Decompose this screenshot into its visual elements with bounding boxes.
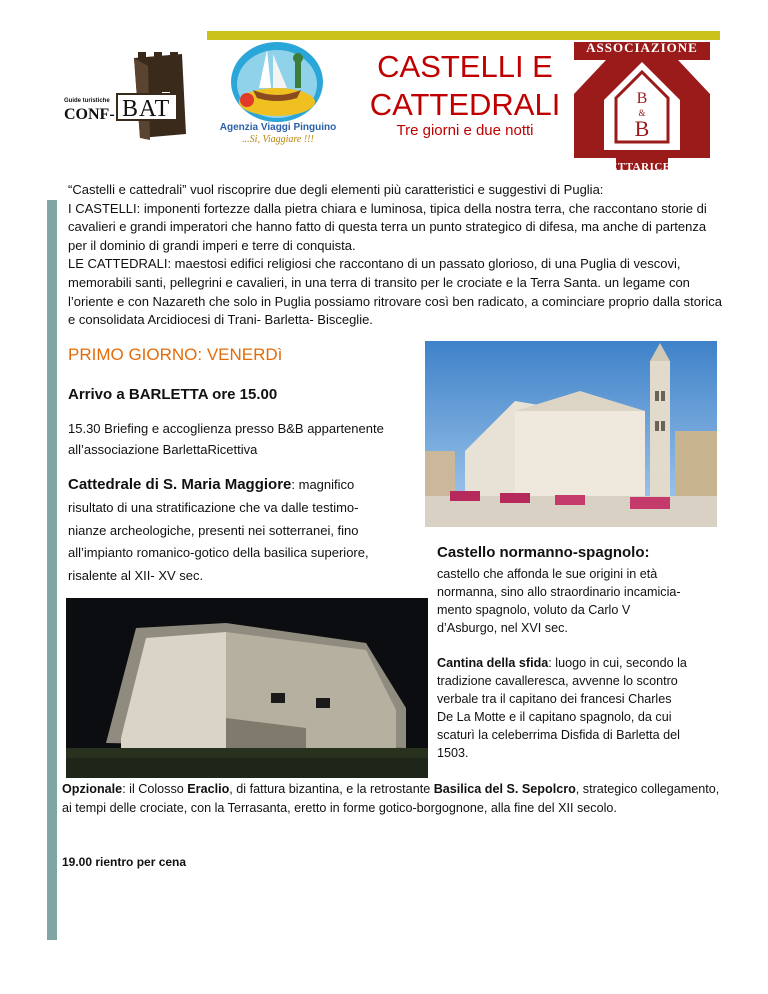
cantina-section <box>437 654 722 762</box>
castle-line: normanna, sino allo straordinario incamicia- <box>437 585 681 599</box>
optional-part: : il Colosso <box>122 782 188 796</box>
page-subtitle: Tre giorni e due notti <box>396 122 534 139</box>
confbat-brand: CONF- <box>64 106 115 123</box>
optional-text <box>62 780 722 817</box>
arrival-line: Arrivo a BARLETTA ore 15.00 <box>68 386 278 403</box>
cathedral-line: risalente al XII- XV sec. <box>68 567 204 583</box>
cantina-line: : luogo in cui, secondo la <box>548 656 687 670</box>
intro-paragraph: I CASTELLI: imponenti fortezze dalla pietra chiara e luminosa, tipica della nostra terra, che raccontano storie di cavalieri e grandi imperatori che hanno fatto di questa terra un punto strategico di difesa, ma anche di partenza per il dominio di grandi imperi e terre di conquista. <box>68 200 707 253</box>
travel-globe-icon <box>213 40 343 130</box>
cathedral-line: risultato di una stratificazione che va dalle testimo- <box>68 500 359 515</box>
intro-paragraph: “Castelli e cattedrali” vuol riscoprire due degli elementi più caratteristici e suggestivi di Puglia: <box>68 182 604 197</box>
optional-part: , di fattura bizantina, e la retrostante <box>229 782 434 796</box>
title-line-1: CASTELLI E <box>377 49 553 84</box>
optional-part: , strategico collegamento, ai tempi delle crociate, con la Terrasanta, eretto in forme gotico-borgognone, alla fine del XII secolo. <box>62 782 720 815</box>
agency-name: Agenzia Viaggi Pinguino <box>219 122 337 133</box>
cathedral-line: nianze archeologiche, presenti nei sotterranei, fino <box>68 522 359 538</box>
cathedral-photo <box>425 341 717 527</box>
cathedral-after: : magnifico <box>291 477 355 492</box>
confbat-logo <box>62 52 198 142</box>
castle-line: mento spagnolo, voluto da Carlo V <box>437 603 631 617</box>
assoc-b1: B <box>636 90 648 107</box>
cantina-title: Cantina della sfida <box>437 656 549 670</box>
confbat-brand-bat: BAT <box>122 96 171 122</box>
assoc-b2: B <box>634 116 650 141</box>
return-line: 19.00 rientro per cena <box>62 855 187 869</box>
cathedral-title: Cattedrale di S. Maria Maggiore <box>68 476 292 493</box>
briefing-text <box>68 418 418 460</box>
cantina-line: tradizione cavalleresca, avvenne lo scontro <box>437 674 678 688</box>
briefing-line: 15.30 Briefing e accoglienza presso B&B appartenente <box>68 421 384 436</box>
castle-line: d’Asburgo, nel XVI sec. <box>437 621 568 635</box>
cathedral-line: all’impianto romanico-gotico della basilica superiore, <box>68 545 369 560</box>
assoc-bottom-text: BARLETTARICETTIVA <box>577 161 707 173</box>
cathedral-section <box>68 476 428 587</box>
page-title <box>360 48 570 124</box>
optional-label: Opzionale <box>62 782 123 796</box>
intro-paragraph: LE CATTEDRALI: maestosi edifici religiosi che raccontano di un passato glorioso, di una Puglia di vescovi, memorabili santi, pellegrini e cavalieri, in una terra di transito per le crociate e la Terra Santa. un legame con l’oriente e con Nazareth che solo in Puglia possiamo ritrovare così ben radicato, a cominciare proprio dalla storica e consolidata Arcidiocesi di Trani- Barletta- Bisceglie. <box>68 256 722 328</box>
castle-section <box>437 544 722 637</box>
confbat-small-text: Guide turistiche <box>64 98 110 104</box>
assoc-amp: & <box>638 108 646 118</box>
cantina-line: verbale tra il capitano dei francesi Charles <box>437 692 672 706</box>
association-logo <box>568 38 716 178</box>
castle-photo <box>66 598 428 778</box>
cantina-line: De La Motte e il capitano spagnolo, da cui <box>437 710 672 724</box>
optional-basilica: Basilica del S. Sepolcro <box>433 782 576 796</box>
briefing-line: all’associazione BarlettaRicettiva <box>68 442 258 457</box>
cantina-line: scaturì la celeberrima Disfida di Barletta del <box>437 728 680 742</box>
intro-text <box>68 181 723 330</box>
castle-title: Castello normanno-spagnolo <box>437 544 645 561</box>
assoc-top-text: ASSOCIAZIONE <box>586 40 698 55</box>
agency-slogan: ...Si, Viaggiare !!! <box>242 134 314 145</box>
day-heading: PRIMO GIORNO: VENERDì <box>68 345 283 364</box>
castle-colon: : <box>644 544 650 561</box>
castle-line: castello che affonda le sue origini in età <box>437 567 658 581</box>
agency-logo <box>213 40 343 150</box>
cantina-line: 1503. <box>437 746 469 760</box>
side-accent-bar <box>47 200 57 940</box>
title-line-2: CATTEDRALI <box>369 87 561 122</box>
optional-eraclio: Eraclio <box>187 782 230 796</box>
